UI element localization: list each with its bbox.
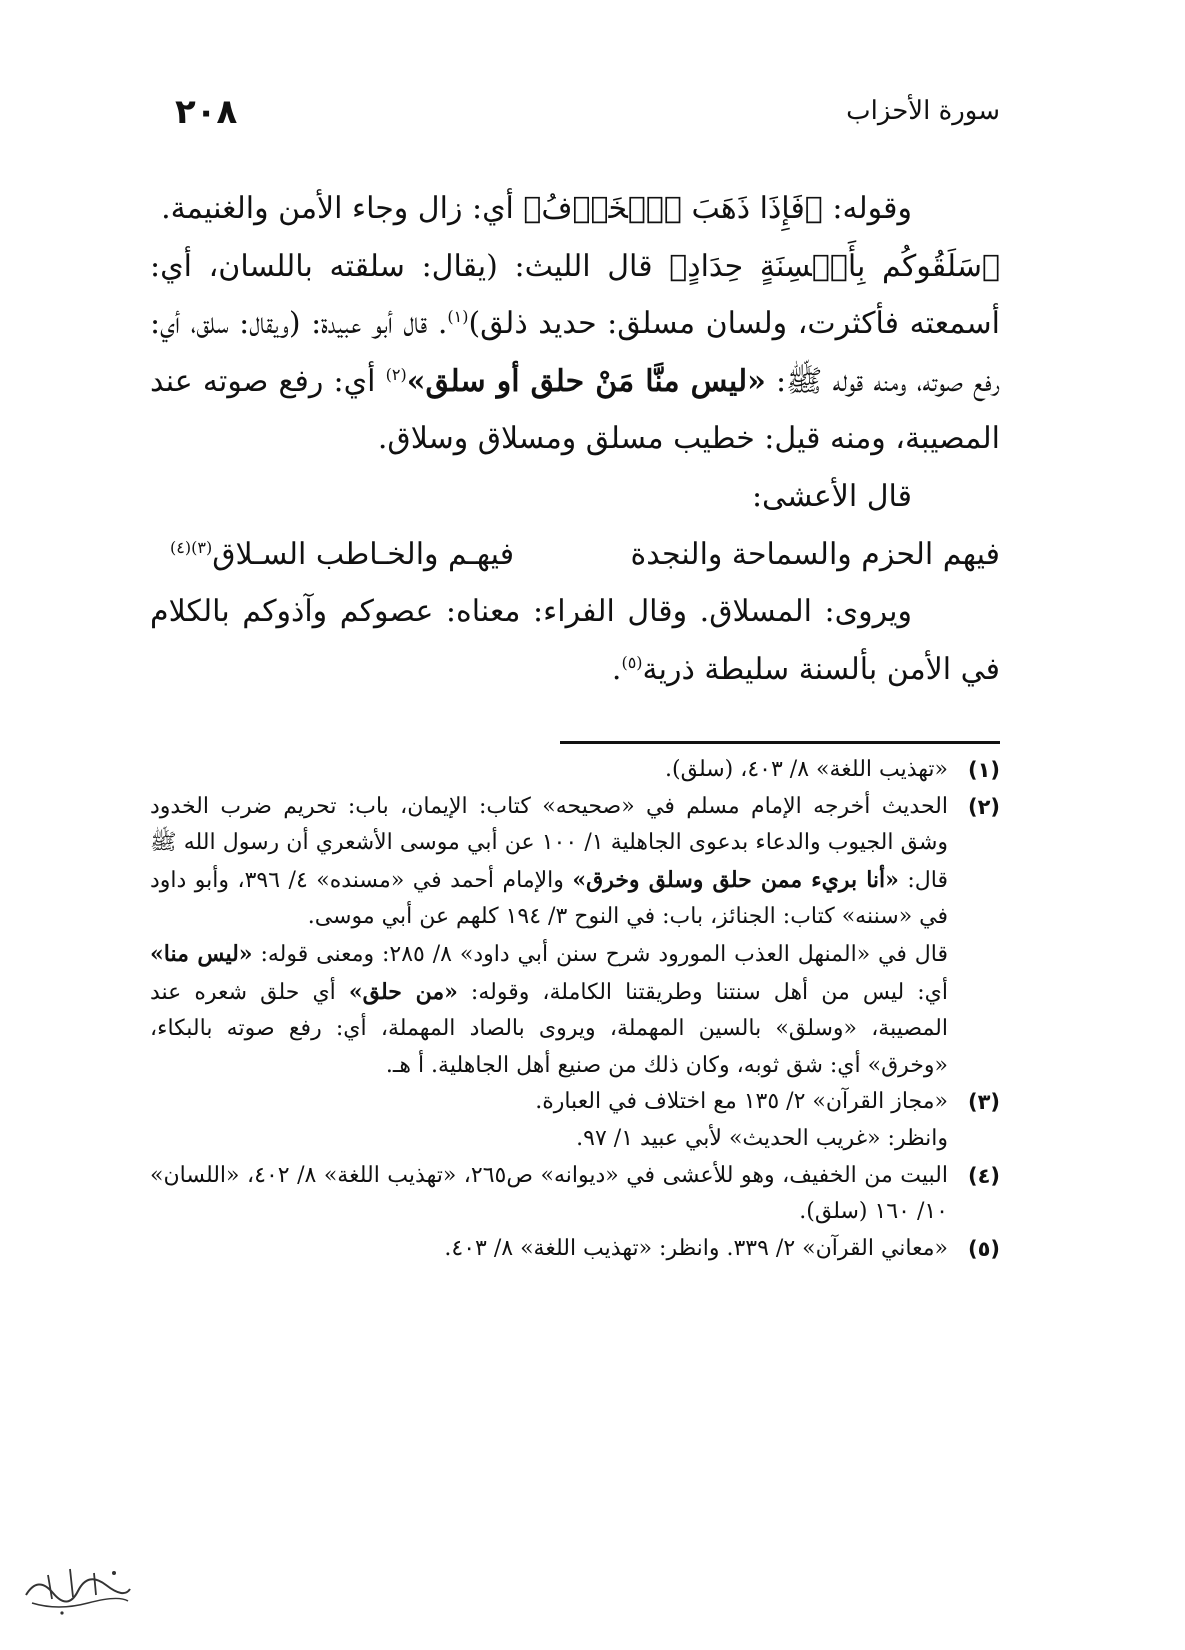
- footnote-text: «تهذيب اللغة» ٨/ ٤٠٣، (سلق).: [665, 757, 948, 782]
- surah-title: سورة الأحزاب: [846, 96, 1000, 126]
- poet-intro: قال الأعشى:: [751, 478, 912, 514]
- footnote-ref: (٥): [621, 652, 643, 672]
- text-span: أي: رفع صوته عند المصيبة، ومنه قيل: خطيب مسلق ومسلاق وسلاق.: [150, 363, 1000, 457]
- footnote-2: [150, 789, 1000, 1085]
- library-stamp-logo: [18, 1555, 138, 1625]
- footnote-ref: (٢): [385, 364, 407, 384]
- main-text: [150, 180, 1000, 698]
- footnote-ref: (٣): [191, 537, 213, 557]
- text-span: وقوله:: [822, 191, 912, 226]
- footnote-text: [150, 936, 948, 1084]
- footnote-text: «معاني القرآن» ٢/ ٣٣٩. وانظر: «تهذيب اللغة» ٨/ ٤٠٣.: [444, 1235, 948, 1261]
- footnote-number: (١): [967, 758, 1000, 782]
- footnote-number: (٢): [967, 794, 1000, 819]
- text-span: .: [611, 651, 622, 687]
- text-span: ويروى: المسلاق. وقال الفراء: معناه: عصوكم وآذوكم بالكلام في الأمن بألسنة سليطة ذرية: [150, 594, 1000, 687]
- text-span: أي: ليس من أهل سنتنا وطريقتنا الكاملة، وقوله:: [457, 979, 949, 1005]
- text-span: أي حلق شعره عند المصيبة، «وسلق» بالسين المهملة، ويروى بالصاد المهملة، أي: رفع صوته بالبكاء، «وخرق» أي: شق ثوبه، وكان ذلك من صنيع أهل الجاهلية. أ هـ.: [150, 979, 948, 1078]
- paragraph-1: [150, 180, 1000, 238]
- paragraph-4: [150, 583, 1000, 698]
- hadith-quote: «من حلق»: [348, 978, 458, 1005]
- hadith-quote: «ليس منَّا مَنْ حلق أو سلق»: [406, 363, 766, 399]
- quran-verse: ﴿سَلَقُوكُم بِأَلۡسِنَةٍ حِدَادٍ﴾: [669, 248, 1001, 284]
- text-span: الحديث أخرجه الإمام مسلم في «صحيحه» كتاب: الإيمان، باب: تحريم ضرب الخدود وشق الجيوب والدعاء بدعوى الجاهلية ١/ ١٠٠ عن أبي موسى الأشعري أن رسول الله ﷺ قال:: [150, 793, 949, 893]
- footnote-text: البيت من الخفيف، وهو للأعشى في «ديوانه» ص٢٦٥، «تهذيب اللغة» ٨/ ٤٠٢، «اللسان» ١٠/ ١٦٠ (سلق).: [150, 1162, 949, 1225]
- footnotes: [150, 752, 1000, 1267]
- footnote-number: (٣): [967, 1090, 1000, 1115]
- footnote-text: «مجاز القرآن» ٢/ ١٣٥ مع اختلاف في العبارة.: [535, 1089, 948, 1115]
- quran-verse: ﴿فَإِذَا ذَهَبَ ٱلۡخَوۡفُ﴾: [523, 191, 823, 226]
- text-span: قال الليث: (يقال: سلقته باللسان، أي: أسمعته فأكثرت، ولسان مسلق: حديد ذلق): [150, 248, 1000, 342]
- footnote-text: وانظر: «غريب الحديث» لأبي عبيد ١/ ٩٧.: [576, 1125, 948, 1151]
- poem-verse: [170, 526, 1000, 584]
- footnote-text: [150, 789, 948, 936]
- footnote-ref: (١): [447, 307, 469, 327]
- footnote-3: [150, 1084, 1000, 1157]
- text-span: والإمام أحمد في «مسنده» ٤/ ٣٩٦، وأبو داود في «سننه» كتاب: الجنائز، باب: في النوح ٣/ ١٩٤ كلهم عن أبي موسى.: [150, 867, 948, 930]
- footnote-ref: (٤): [170, 537, 192, 557]
- footnote-divider: [560, 741, 1000, 744]
- text-span: . قال أبو عبيدة: (ويقال: سلق، أي: رفع صوته، ومنه قوله ﷺ:: [150, 306, 1001, 399]
- text-span: أي: زال وجاء الأمن والغنيمة.: [161, 191, 524, 226]
- page-number: ٢٠٨: [175, 92, 238, 132]
- text-span: فيهـم والخـاطب السـلاق: [212, 536, 515, 572]
- footnote-number: (٤): [967, 1163, 1000, 1188]
- text-span: قال في «المنهل العذب المورود شرح سنن أبي داود» ٨/ ٢٨٥: ومعنى قوله:: [252, 941, 948, 967]
- footnote-number: (٥): [967, 1236, 1000, 1261]
- poem-hemistich-right: فيهم الحزم والسماحة والنجدة: [630, 536, 1000, 572]
- footnote-5: [150, 1231, 1000, 1268]
- paragraph-2: [150, 238, 1000, 468]
- hadith-quote: «أنا بريء ممن حلق وسلق وخرق»: [572, 866, 899, 893]
- page-header: [175, 92, 1000, 142]
- hadith-quote: «ليس منا»: [150, 940, 253, 967]
- footnote-4: [150, 1158, 1000, 1231]
- footnote-1: [150, 752, 1000, 789]
- poem-hemistich-left: [170, 526, 514, 584]
